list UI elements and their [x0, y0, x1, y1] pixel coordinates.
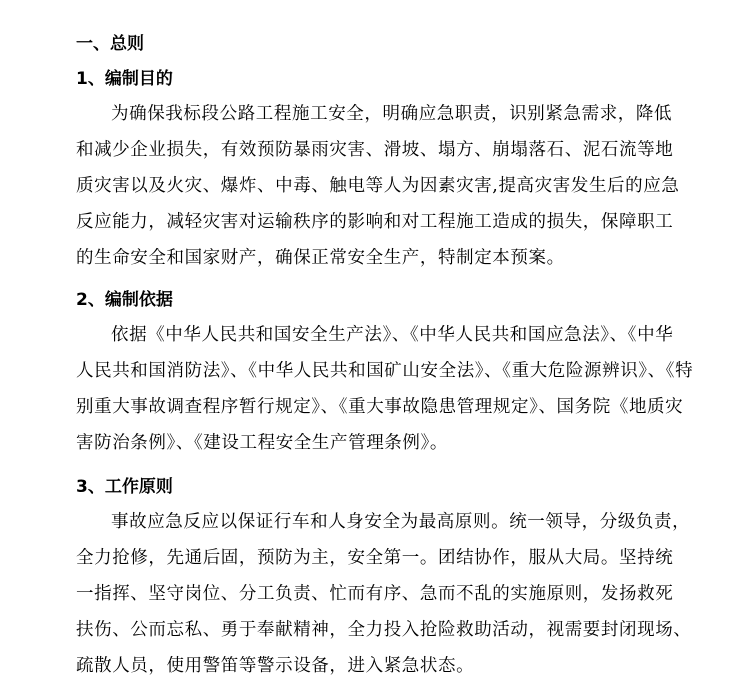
section-2-heading: 2、编制依据 [76, 290, 173, 310]
section-2-line: 害防治条例》、《建设工程安全生产管理条例》。 [76, 433, 448, 453]
section-3-heading: 3、工作原则 [76, 477, 173, 497]
section-1-line: 的生命安全和国家财产，确保正常安全生产，特制定本预案。 [76, 248, 565, 268]
section-3-line: 疏散人员，使用警笛等警示设备，进入紧急状态。 [76, 656, 475, 676]
section-1-line: 质灾害以及火灾、爆炸、中毒、触电等人为因素灾害,提高灾害发生后的应急 [76, 176, 680, 196]
section-3-line: 全力抢修，先通后固，预防为主，安全第一。团结协作，服从大局。坚持统 [76, 548, 674, 568]
section-1-line: 为确保我标段公路工程施工安全，明确应急职责，识别紧急需求，降低 [111, 104, 673, 124]
section-2-line: 依据《中华人民共和国安全生产法》、《中华人民共和国应急法》、《中华 [111, 325, 674, 345]
section-2-line: 别重大事故调查程序暂行规定》、《重大事故隐患管理规定》、国务院《地质灾 [76, 397, 684, 417]
section-1-line: 反应能力，减轻灾害对运输秩序的影响和对工程施工造成的损失，保障职工 [76, 212, 674, 232]
main-heading: 一、总则 [76, 34, 144, 54]
section-3-line: 事故应急反应以保证行车和人身安全为最高原则。统一领导，分级负责， [111, 512, 691, 532]
section-1-heading: 1、编制目的 [76, 69, 173, 89]
section-3-line: 扶伤、公而忘私、勇于奉献精神，全力投入抢险救助活动，视需要封闭现场、 [76, 620, 692, 640]
section-2-line: 人民共和国消防法》、《中华人民共和国矿山安全法》、《重大危险源辨识》、《特 [76, 361, 694, 381]
section-1-line: 和减少企业损失，有效预防暴雨灾害、滑坡、塌方、崩塌落石、泥石流等地 [76, 140, 674, 160]
section-3-line: 一指挥、坚守岗位、分工负责、忙而有序、急而不乱的实施原则，发扬救死 [76, 584, 674, 604]
